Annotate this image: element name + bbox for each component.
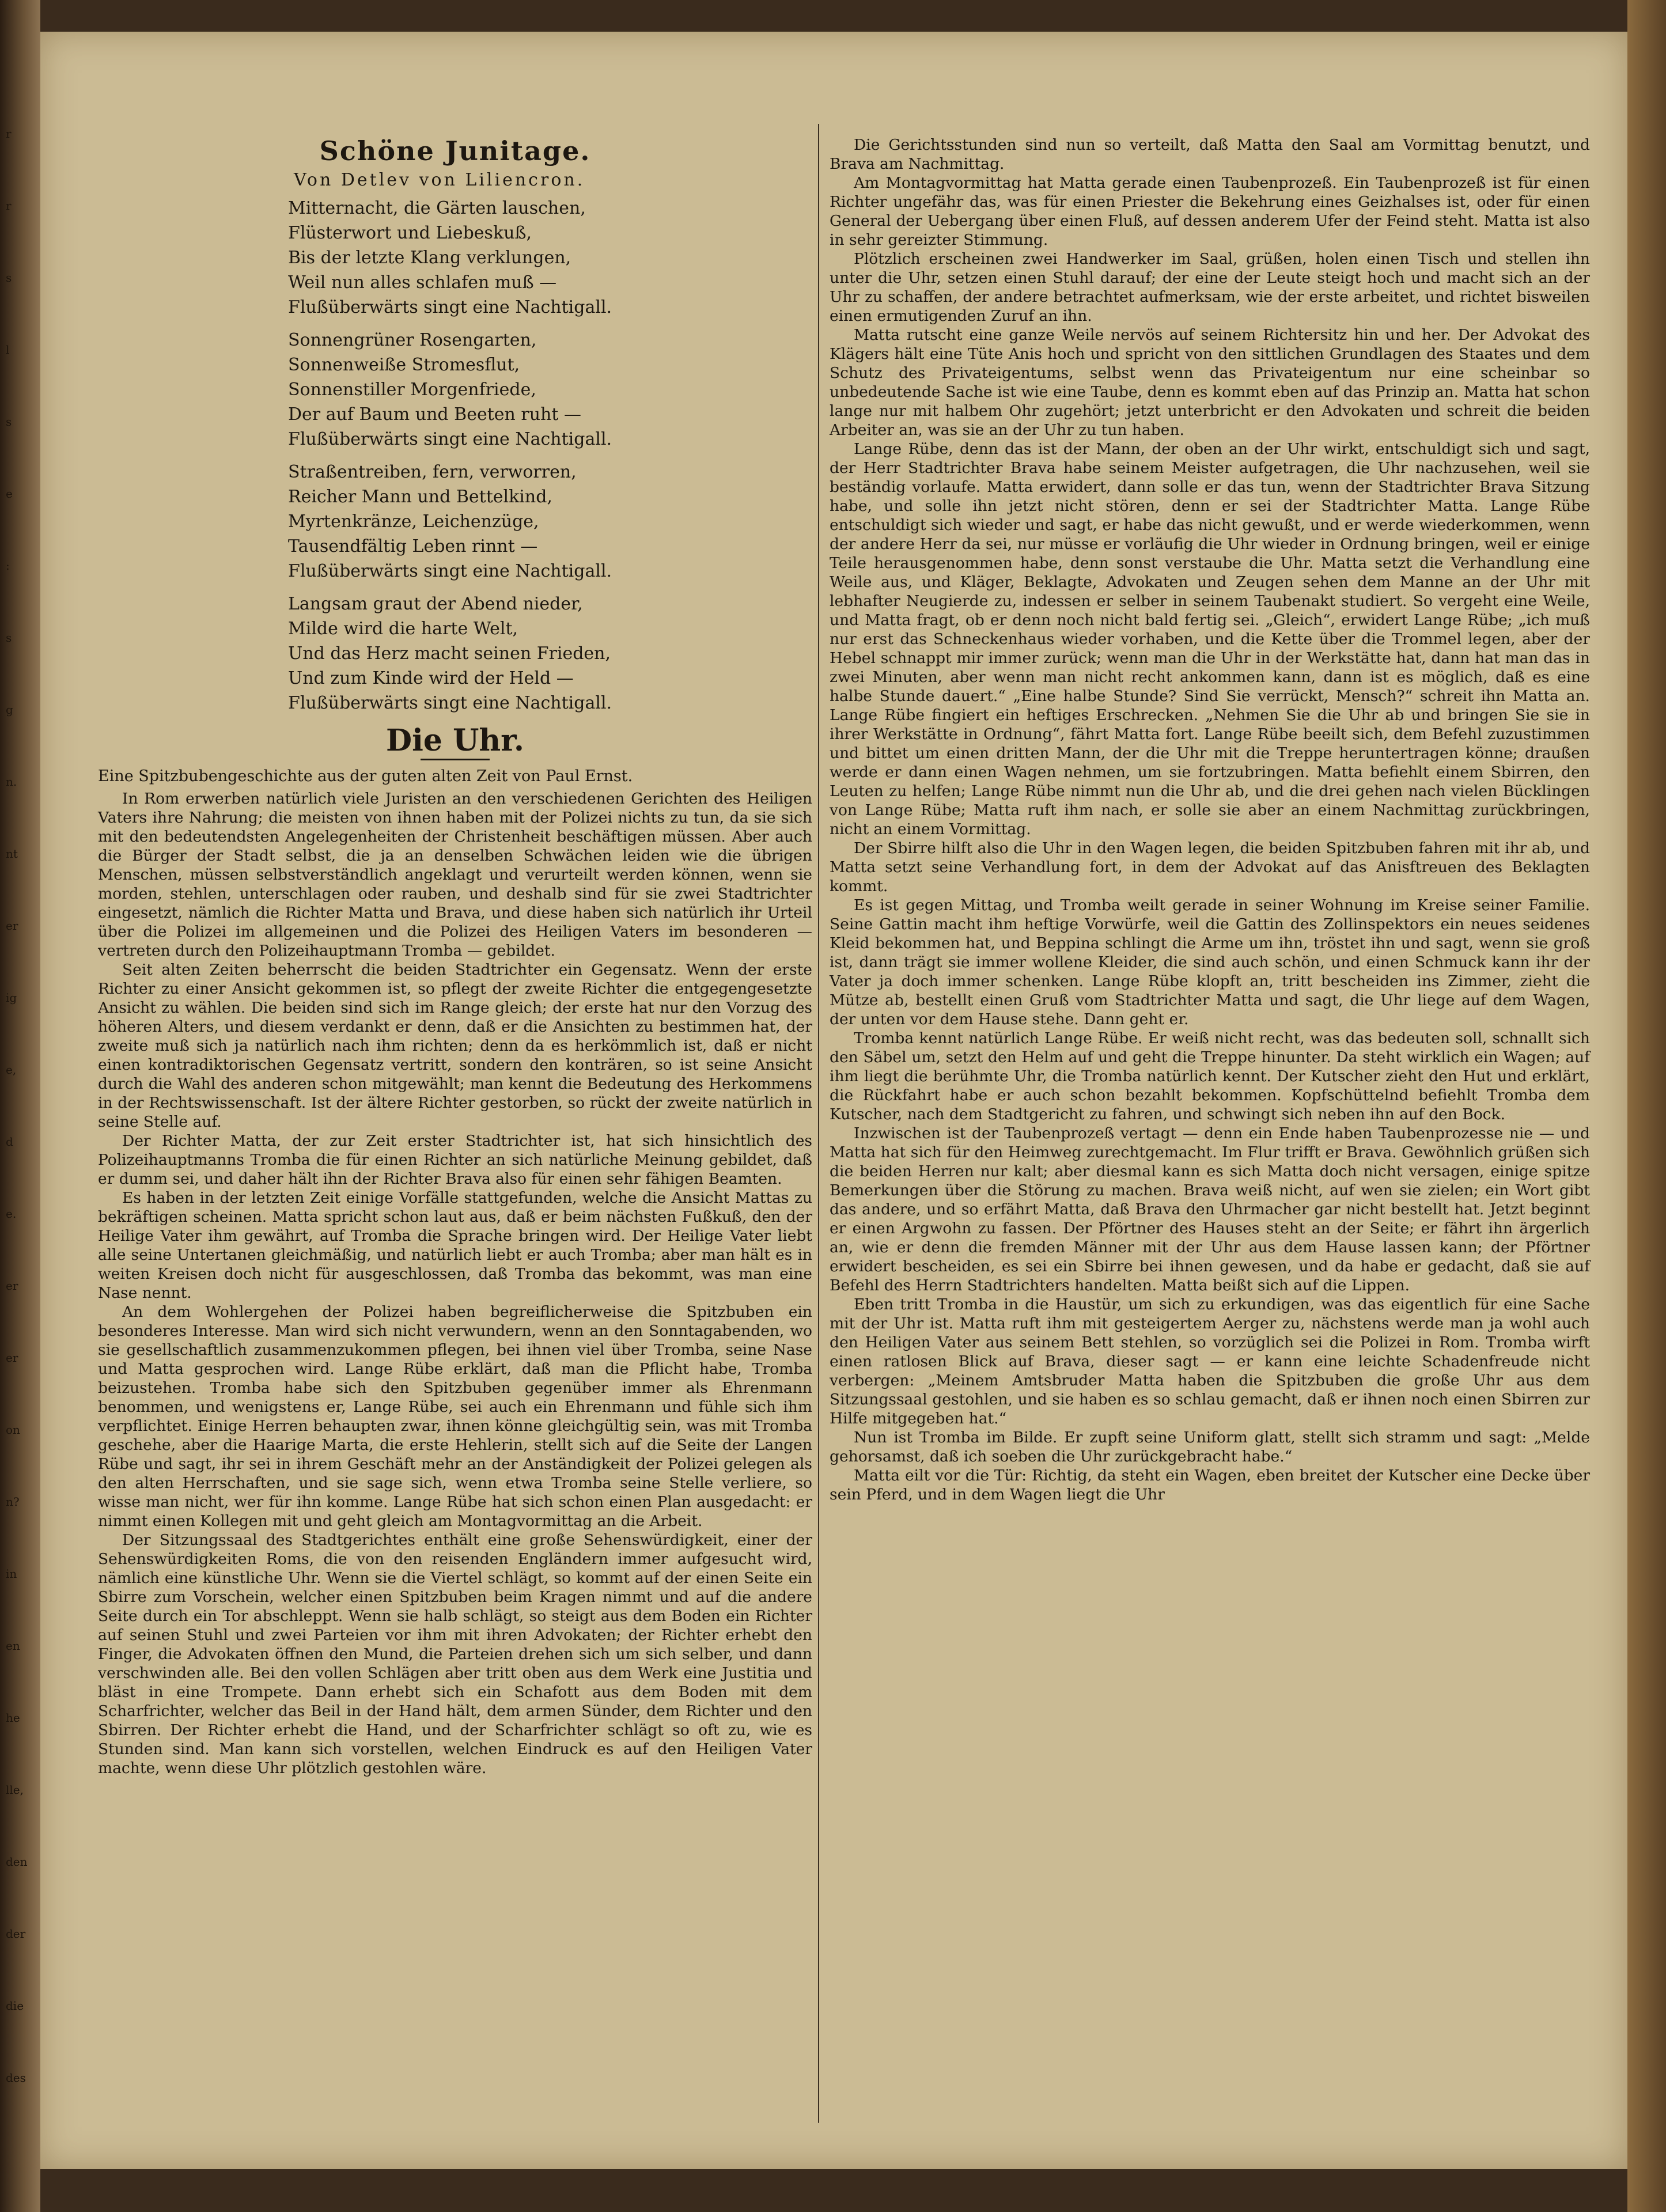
poem-line: Straßentreiben, fern, verworren,: [288, 462, 577, 482]
margin-fragment: lle,: [6, 1783, 24, 1797]
column-divider: [818, 124, 819, 2123]
margin-fragment: e.: [6, 1207, 17, 1221]
story-paragraph: Der Sbirre hilft also die Uhr in den Wagen legen, die beiden Spitzbuben fahren mit ihr ab, und Matta setzt seine Verhandlung fort, in dem der Advokat auf das Anisftreuen des Beklagten kommt.: [830, 839, 1590, 895]
story-text-right: [830, 135, 1590, 1504]
story-paragraph: Es haben in der letzten Zeit einige Vorfälle stattgefunden, welche die Ansicht Mattas zu bekräftigen scheinen. Matta spricht schon laut aus, daß er beim nächsten Fußkuß, den der Heilige Vater ihm gewährt, auf Tromba die Sprache bringen wird. Der Heilige Vater liebt alle seine Untertanen gleichmäßig, und natürlich liebt er auch Tromba; aber man hält es in weiten Kreisen doch nicht für ausgeschlossen, daß Tromba das bekommt, was man eine Nase nennt.: [98, 1189, 812, 1302]
poem-line: Mitternacht, die Gärten lauschen,: [288, 198, 586, 218]
margin-fragment: s: [6, 415, 12, 429]
margin-fragment: ig: [6, 991, 17, 1005]
poem-line: Flußüberwärts singt eine Nachtigall.: [288, 693, 612, 713]
poem-line: Myrtenkränze, Leichenzüge,: [288, 512, 539, 532]
title-rule: [421, 759, 490, 760]
story-paragraph: Am Montagvormittag hat Matta gerade einen Taubenprozeß. Ein Taubenprozeß ist für einen Richter ungefähr das, was für einen Priester die Bekehrung eines Geizhalses ist, oder für einen General der Uebergang über einen Fluß, auf dessen anderem Ufer der Feind steht. Matta ist also in sehr gereizter Stimmung.: [830, 174, 1590, 249]
margin-fragment: s: [6, 631, 12, 645]
story-paragraph: Die Gerichtsstunden sind nun so verteilt, daß Matta den Saal am Vormittag benutzt, und Brava am Nachmittag.: [830, 136, 1590, 173]
margin-fragment: n.: [6, 775, 17, 789]
story-paragraph: Eben tritt Tromba in die Haustür, um sich zu erkundigen, was das eigentlich für eine Sache mit der Uhr ist. Matta ruft ihm mit gesteigertem Aerger zu, nächstens werde man ja wohl auch den Heiligen Vater aus seinem Bett stehlen, so vorzüglich sei die Polizei in Rom. Tromba wirft einen ratlosen Blick auf Brava, dieser sagt — er kann eine leichte Schadenfreude nicht verbergen: „Meinem Amtsbruder Matta haben die Spitzbuben die große Uhr aus dem Sitzungssaal gestohlen, und sie haben es so schlau gemacht, daß er ihnen noch einen Sbirren zur Hilfe mitgegeben hat.“: [830, 1296, 1590, 1427]
story-title: Die Uhr.: [386, 723, 524, 758]
poem-line: Flußüberwärts singt eine Nachtigall.: [288, 561, 612, 581]
poem-body: [288, 196, 807, 724]
story-paragraph: Matta rutscht eine ganze Weile nervös auf seinem Richtersitz hin und her. Der Advokat des Klägers hält eine Tüte Anis hoch und spricht von den sittlichen Grundlagen des Staates und dem Schutz des Privateigentums, selbst wenn das Privateigentum nur eine scheinbar so unbedeutende Sache ist wie eine Taube, denn es kommt eben auf das Prinzip an. Matta hat schon lange nur mit halbem Ohr zugehört; jetzt unterbricht er den Advokaten und schreit die beiden Arbeiter an, was sie an der Uhr zu tun haben.: [830, 326, 1590, 439]
margin-fragment: l: [6, 343, 10, 357]
margin-fragment: d: [6, 1135, 13, 1149]
margin-fragment: r: [6, 199, 12, 213]
story-paragraph: Es ist gegen Mittag, und Tromba weilt gerade in seiner Wohnung im Kreise seiner Familie. Seine Gattin macht ihm heftige Vorwürfe, weil die Gattin des Zollinspektors ein neues seidenes Kleid bekommen hat, und Beppina schlingt die Arme um ihn, tröstet ihn und sagt, wenn sie groß ist, dann trägt sie immer wollene Kleider, die sind auch schön, und einen Schmuck kann ihr der Vater ja doch immer schenken. Lange Rübe klopft an, tritt bescheiden ins Zimmer, zieht die Mütze ab, bestellt einen Gruß vom Stadtrichter Matta und sagt, die Uhr liege auf dem Wagen, der unten vor dem Hause stehe. Dann geht er.: [830, 896, 1590, 1028]
margin-fragment: :: [6, 559, 10, 573]
poem-line: Flußüberwärts singt eine Nachtigall.: [288, 297, 612, 317]
poem-stanza: [288, 328, 807, 452]
story-paragraph: Inzwischen ist der Taubenprozeß vertagt — denn ein Ende haben Taubenprozesse nie — und Matta hat sich für den Heimweg zurechtgemacht. Im Flur trifft er Brava. Gewöhnlich grüßen sich die beiden Herren nur kalt; aber diesmal kann es sich Matta doch nicht versagen, einige spitze Bemerkungen über die Störung zu machen. Brava weiß nicht, auf wen sie zielen; ein Wort gibt das andere, und so erfährt Matta, daß Brava den Uhrmacher gar nicht bestellt hat. Jetzt beginnt er einen Argwohn zu fassen. Der Pförtner des Hauses steht an der Seite; er fährt ihn ärgerlich an, wie er denn die fremden Männer mit der Uhr aus dem Hause lassen kann; der Pförtner erwidert bescheiden, es sei ein Sbirre bei ihnen gewesen, und da habe er gedacht, daß sie auf Befehl des Herrn Stadtrichters handelten. Matta beißt sich auf die Lippen.: [830, 1124, 1590, 1294]
newspaper-page: [40, 32, 1627, 2169]
story-paragraph: Der Richter Matta, der zur Zeit erster Stadtrichter ist, hat sich hinsichtlich des Polizeihauptmanns Tromba die für einen Richter an sich natürliche Meinung gebildet, daß er dumm sei, und daher hält ihn der Richter Brava also für einen sehr fähigen Beamten.: [98, 1132, 812, 1188]
story-paragraph: Lange Rübe, denn das ist der Mann, der oben an der Uhr wirkt, entschuldigt sich und sagt, der Herr Stadtrichter Brava habe seinem Meister aufgetragen, die Uhr nachzusehen, weil sie beständig vorlaufe. Matta erwidert, dann solle er das tun, wenn der Stadtrichter Brava Sitzung habe, und solle ihn jetzt nicht stören, denn er sei der Stadtrichter Matta. Lange Rübe entschuldigt sich wieder und sagt, er habe das nicht gewußt, und er werde wiederkommen, wenn der andere Herr da sei, nur müsse er vorläufig die Uhr wieder in Ordnung bringen, weil er einige Teile herausgenommen habe, denn sonst verstaube die Uhr. Matta setzt die Verhandlung eine Weile aus, und Kläger, Beklagte, Advokaten und Zeugen sehen dem Manne an der Uhr mit lebhafter Neugierde zu, indessen er selber in seinem Taubenakt studiert. So vergeht eine Weile, und Matta fragt, ob er denn noch nicht bald fertig sei. „Gleich“, erwidert Lange Rübe; „ich muß nur erst das Schneckenhaus wieder vorhaben, und die Kette über die Trommel legen, aber der Hebel schnappt mir immer zurück; wenn man die Uhr in der Werkstätte hat, dann hat man das in zwei Minuten, aber wenn man nicht recht ankommen kann, dann ist es möglich, daß es eine halbe Stunde dauert.“ „Eine halbe Stunde? Sind Sie verrückt, Mensch?“ schreit ihn Matta an. Lange Rübe fingiert ein heftiges Erschrecken. „Nehmen Sie die Uhr ab und bringen Sie sie in ihrer Werkstätte in Ordnung“, fährt Matta fort. Lange Rübe beeilt sich, dem Befehl zuzustimmen und bittet um einen dritten Mann, der die Uhr mit die Treppe heruntertragen könne; draußen werde er dann einen Wagen nehmen, um sie fortzubringen. Matta befiehlt einem Sbirren, den Leuten zu helfen; Lange Rübe nimmt nun die Uhr ab, und die drei gehen nach vielen Bücklingen von Lange Rübe; Matta ruft ihm nach, er solle sie aber an einem Nachmittag zurückbringen, nicht an einem Vormittag.: [830, 440, 1590, 838]
poem-stanza: [288, 460, 807, 584]
margin-fragment: he: [6, 1711, 20, 1725]
poem-line: Reicher Mann und Bettelkind,: [288, 487, 552, 507]
story-paragraph: Nun ist Tromba im Bilde. Er zupft seine Uniform glatt, stellt sich stramm und sagt: „Melde gehorsamst, daß ich soeben die Uhr zurückgebracht habe.“: [830, 1429, 1590, 1465]
story-paragraph: Der Sitzungssaal des Stadtgerichtes enthält eine große Sehenswürdigkeit, einer der Sehenswürdigkeiten Roms, die von den reisenden Engländern immer aufgesucht wird, nämlich eine künstliche Uhr. Wenn sie die Viertel schlägt, so kommt auf der einen Seite ein Sbirre zum Vorschein, welcher einen Spitzbuben beim Kragen nimmt und auf die andere Seite durch ein Tor abschleppt. Wenn sie halb schlägt, so steigt aus dem Boden ein Richter auf seinen Stuhl und zwei Parteien vor ihm mit ihren Advokaten; der Richter erhebt den Finger, die Advokaten öffnen den Mund, die Parteien drehen sich um sich selber, und dann verschwinden alle. Bei den vollen Schlägen aber tritt oben aus dem Werk eine Justitia und bläst in eine Trompete. Dann erhebt sich ein Schafott aus dem Boden mit dem Scharfrichter, welcher das Beil in der Hand hält, dem armen Sünder, dem Richter und den Sbirren. Der Richter erhebt die Hand, und der Scharfrichter schlägt so oft zu, wie es Stunden sind. Man kann sich vorstellen, welchen Eindruck es auf den Heiligen Vater machte, wenn diese Uhr plötzlich gestohlen wäre.: [98, 1531, 812, 1777]
margin-fragment: e,: [6, 1063, 17, 1077]
story-paragraph: In Rom erwerben natürlich viele Juristen an den verschiedenen Gerichten des Heiligen Vaters ihre Nahrung; die meisten von ihnen haben mit der Polizei nichts zu tun, da sie sich mit den bedeutendsten Angelegenheiten der Christenheit beschäftigen müssen. Aber auch die Bürger der Stadt selbst, die ja an denselben Schwächen leiden wie die übrigen Menschen, müssen selbstverständlich angeklagt und verurteilt werden können, wenn sie morden, stehlen, unterschlagen oder rauben, und deshalb sind für sie zwei Stadtrichter eingesetzt, nämlich die Richter Matta und Brava, und diese haben sich natürlich ihr Urteil über die Polizei im allgemeinen und die Polizei des Heiligen Vaters im besonderen — vertreten durch den Polizeihauptmann Tromba — gebildet.: [98, 790, 812, 960]
poem-line: Langsam graut der Abend nieder,: [288, 594, 583, 614]
margin-fragment: die: [6, 1999, 24, 2013]
poem-line: Flußüberwärts singt eine Nachtigall.: [288, 429, 612, 449]
poem-line: Sonnenstiller Morgenfriede,: [288, 380, 536, 400]
poem-line: Flüsterwort und Liebeskuß,: [288, 223, 532, 243]
margin-fragment: er: [6, 1351, 18, 1365]
adjacent-page-spine: [0, 0, 40, 2212]
poem-line: Sonnenweiße Stromesflut,: [288, 355, 520, 375]
margin-fragment: in: [6, 1567, 17, 1581]
poem-title: Schöne Junitage.: [319, 135, 591, 166]
margin-fragment: en: [6, 1639, 20, 1653]
margin-fragment: den: [6, 1855, 28, 1869]
story-subtitle: Eine Spitzbubengeschichte aus der guten alten Zeit von Paul Ernst.: [98, 767, 633, 785]
margin-fragment: des: [6, 2071, 26, 2085]
poem-line: Der auf Baum und Beeten ruht —: [288, 404, 581, 425]
story-paragraph: Seit alten Zeiten beherrscht die beiden Stadtrichter ein Gegensatz. Wenn der erste Richter zu einer Ansicht gekommen ist, so pflegt der zweite Richter die entgegengesetzte Ansicht zu wählen. Die beiden sind sich im Range gleich; der erste hat nur den Vorzug des höheren Alters, und diesem verdankt er denn, daß er die Ansichten zu bestimmen hat, der zweite muß sich ja natürlich nach ihm richten; denn da es herkömmlich ist, daß er nicht einen kontradiktorischen Gegensatz vertritt, sondern den konträren, so ist seine Ansicht durch die Wahl des anderen schon mitgewählt; man kennt die Bedeutung des Herkommens in der Rechtswissenschaft. Ist der ältere Richter gestorben, so rückt der zweite natürlich in seine Stelle auf.: [98, 961, 812, 1131]
margin-fragment: er: [6, 1279, 18, 1293]
margin-fragment: n?: [6, 1495, 20, 1509]
story-paragraph: An dem Wohlergehen der Polizei haben begreiflicherweise die Spitzbuben ein besonderes Interesse. Man wird sich nicht verwundern, wenn an den Sonntagabenden, wo sie gesellschaftlich zusammenzukommen pflegen, bei ihnen viel über Tromba, seine Nase und Matta gesprochen wird. Lange Rübe erklärt, daß man die Pflicht habe, Tromba beizustehen. Tromba habe sich den Spitzbuben gegenüber immer als Ehrenmann benommen, und wenigstens er, Lange Rübe, sei auch ein Ehrenmann und fühle sich ihm verpflichtet. Einige Herren behaupten zwar, ihnen könne gleichgültig sein, was mit Tromba geschehe, aber die Haarige Marta, die erste Hehlerin, stellt sich auf die Seite der Langen Rübe und sagt, ihr sei in ihrem Geschäft mehr an der Anständigkeit der Polizei gelegen als den alten Herrschaften, und sie sage sich, wenn etwa Tromba seine Stelle verliere, so wisse man nicht, wer für ihn komme. Lange Rübe hat sich schon einen Plan ausgedacht: er nimmt einen Kollegen mit und geht gleich am Montagvormittag an die Arbeit.: [98, 1303, 812, 1530]
poem-stanza: [288, 592, 807, 715]
margin-fragment: g: [6, 703, 13, 717]
poem-line: Bis der letzte Klang verklungen,: [288, 248, 571, 268]
book-edge: [1627, 0, 1666, 2212]
margin-fragment: r: [6, 127, 12, 141]
poem-author: Von Detlev von Liliencron.: [294, 170, 585, 190]
story-text-left: [98, 789, 812, 1778]
poem-stanza: [288, 196, 807, 320]
poem-line: Weil nun alles schlafen muß —: [288, 272, 557, 293]
margin-fragment: s: [6, 271, 12, 285]
margin-fragment: er: [6, 919, 18, 933]
poem-line: Sonnengrüner Rosengarten,: [288, 330, 537, 350]
story-paragraph: Matta eilt vor die Tür: Richtig, da steht ein Wagen, eben breitet der Kutscher eine Decke über sein Pferd, und in dem Wagen liegt die Uhr: [830, 1467, 1590, 1503]
story-paragraph: Plötzlich erscheinen zwei Handwerker im Saal, grüßen, holen einen Tisch und stellen ihn unter die Uhr, setzen einen Stuhl darauf; der eine der Leute steigt hoch und macht sich an der Uhr zu schaffen, der andere betrachtet aufmerksam, wie der erste arbeitet, und richtet bisweilen einen ermutigenden Zuruf an ihn.: [830, 250, 1590, 325]
margin-fragment: e: [6, 487, 13, 501]
story-paragraph: Tromba kennt natürlich Lange Rübe. Er weiß nicht recht, was das bedeuten soll, schnallt sich den Säbel um, setzt den Helm auf und geht die Treppe hinunter. Da steht wirklich ein Wagen; auf ihm liegt die berühmte Uhr, die Tromba natürlich kennt. Der Kutscher zieht den Hut und erklärt, die Rückfahrt habe er auch schon bezahlt bekommen. Kopfschüttelnd befiehlt Tromba dem Kutscher, nach dem Stadtgericht zu fahren, und schwingt sich neben ihn auf den Bock.: [830, 1029, 1590, 1123]
poem-line: Tausendfältig Leben rinnt —: [288, 536, 538, 556]
poem-line: Milde wird die harte Welt,: [288, 619, 518, 639]
poem-line: Und zum Kinde wird der Held —: [288, 668, 574, 688]
margin-fragment: on: [6, 1423, 20, 1437]
poem-line: Und das Herz macht seinen Frieden,: [288, 643, 611, 664]
margin-fragment: nt: [6, 847, 18, 861]
margin-fragment: der: [6, 1927, 26, 1941]
